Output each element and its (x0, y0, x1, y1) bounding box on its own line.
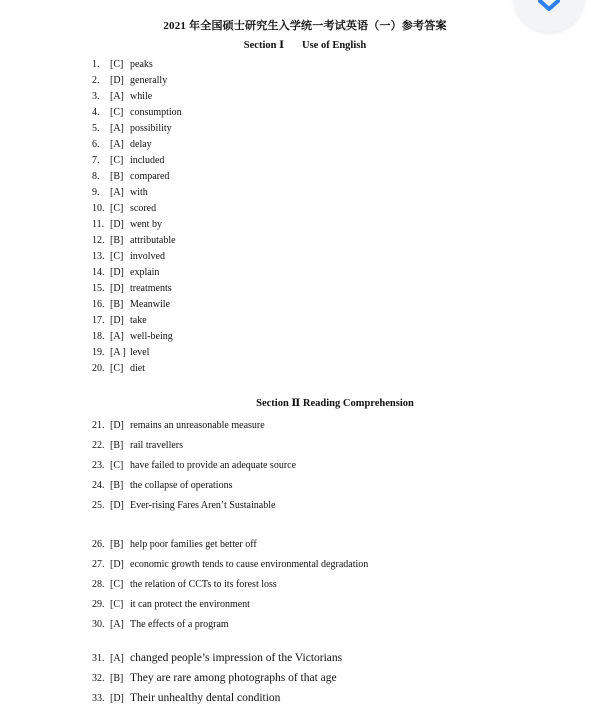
answer-text: treatments (130, 283, 172, 294)
answer-option: [A ] (110, 347, 126, 358)
answer-item (92, 615, 368, 635)
answer-item (92, 329, 182, 345)
answer-option: [A] (110, 619, 124, 630)
answer-text: involved (130, 251, 165, 262)
answer-item (92, 668, 342, 688)
answer-option: [A] (110, 91, 124, 102)
answer-number: 12. (92, 235, 105, 246)
answer-option: [C] (110, 155, 124, 166)
answer-text: with (130, 187, 148, 198)
answer-item (92, 121, 182, 137)
answer-option: [D] (110, 267, 124, 278)
answer-option: [A] (110, 653, 124, 664)
answer-item (92, 436, 296, 456)
answer-option: [D] (110, 500, 124, 511)
answer-text: possibility (130, 123, 172, 134)
answer-item (92, 73, 182, 89)
answer-text: Their unhealthy dental condition (130, 692, 281, 704)
answer-text: compared (130, 171, 170, 182)
section-heading-reading-comprehension: Section Ⅱ Reading Comprehension (256, 398, 414, 409)
answer-item (92, 185, 182, 201)
answer-number: 9. (92, 187, 100, 198)
answer-text: while (130, 91, 153, 102)
answer-item (92, 476, 296, 496)
answer-option: [B] (110, 440, 124, 451)
answer-option: [C] (110, 460, 124, 471)
answer-text: Meanwile (130, 299, 170, 310)
answer-text: the collapse of operations (130, 480, 233, 491)
answer-number: 31. (92, 653, 105, 664)
answer-option: [B] (110, 299, 124, 310)
answer-item (92, 345, 182, 361)
answer-number: 3. (92, 91, 100, 102)
answer-item (92, 297, 182, 313)
answer-number: 17. (92, 315, 105, 326)
answer-number: 28. (92, 579, 105, 590)
answer-text: included (130, 155, 165, 166)
answer-option: [B] (110, 539, 124, 550)
answer-item (92, 153, 182, 169)
answer-number: 33. (92, 693, 105, 704)
answer-item (92, 575, 368, 595)
answer-item (92, 89, 182, 105)
answer-option: [D] (110, 315, 124, 326)
answer-item (92, 105, 182, 121)
answer-item (92, 169, 182, 185)
answer-number: 27. (92, 559, 105, 570)
answer-text: delay (130, 139, 152, 150)
answer-number: 26. (92, 539, 105, 550)
section-label: Section Ⅰ (243, 40, 284, 51)
answer-text: explain (130, 267, 160, 278)
answer-text: changed people’s impression of the Victorians (130, 652, 343, 664)
answer-text: help poor families get better off (130, 539, 257, 550)
answer-number: 30. (92, 619, 105, 630)
answer-text: Ever-rising Fares Aren’t Sustainable (130, 500, 276, 511)
page-title: 2021 年全国硕士研究生入学统一考试英语（一）参考答案 (163, 20, 447, 32)
answer-number: 16. (92, 299, 105, 310)
answer-option: [D] (110, 75, 124, 86)
answer-number: 7. (92, 155, 100, 166)
answer-number: 14. (92, 267, 105, 278)
answer-text: well-being (130, 331, 173, 342)
answer-option: [C] (110, 203, 124, 214)
answer-option: [B] (110, 480, 124, 491)
answer-list-use-of-english (92, 57, 182, 377)
answer-text: level (130, 347, 150, 358)
answer-option: [D] (110, 219, 124, 230)
answer-number: 24. (92, 480, 105, 491)
answer-option: [B] (110, 673, 124, 684)
answer-item (92, 361, 182, 377)
answer-text: The effects of a program (130, 619, 229, 630)
answer-item (92, 416, 296, 436)
answer-text: went by (130, 219, 162, 230)
section-heading-use-of-english (0, 39, 610, 51)
answer-list-reading-text2 (92, 535, 368, 635)
answer-number: 1. (92, 59, 100, 70)
answer-text: economic growth tends to cause environmental degradation (130, 559, 369, 570)
answer-item (92, 57, 182, 73)
answer-number: 20. (92, 363, 105, 374)
answer-number: 18. (92, 331, 105, 342)
answer-number: 6. (92, 139, 100, 150)
answer-option: [A] (110, 139, 124, 150)
answer-option: [D] (110, 559, 124, 570)
answer-number: 25. (92, 500, 105, 511)
answer-number: 4. (92, 107, 100, 118)
answer-item (92, 201, 182, 217)
answer-number: 29. (92, 599, 105, 610)
answer-list-reading-text3 (92, 648, 342, 708)
answer-text: They are rare among photographs of that age (130, 672, 337, 684)
answer-number: 32. (92, 673, 105, 684)
answer-item (92, 496, 296, 516)
answer-item (92, 555, 368, 575)
answer-number: 21. (92, 420, 105, 431)
answer-text: have failed to provide an adequate source (130, 460, 297, 471)
answer-option: [C] (110, 107, 124, 118)
answer-option: [C] (110, 363, 124, 374)
answer-item (92, 249, 182, 265)
answer-option: [C] (110, 59, 124, 70)
answer-text: rail travellers (130, 440, 184, 451)
answer-option: [C] (110, 579, 124, 590)
answer-number: 2. (92, 75, 100, 86)
answer-number: 13. (92, 251, 105, 262)
answer-item (92, 648, 342, 668)
answer-item (92, 137, 182, 153)
answer-item (92, 313, 182, 329)
answer-option: [B] (110, 235, 124, 246)
answer-item (92, 535, 368, 555)
answer-number: 19. (92, 347, 105, 358)
answer-list-reading-text1 (92, 416, 296, 516)
answer-number: 23. (92, 460, 105, 471)
answer-text: remains an unreasonable measure (130, 420, 265, 431)
section-name: Use of English (302, 40, 367, 51)
answer-option: [A] (110, 123, 124, 134)
answer-number: 15. (92, 283, 105, 294)
answer-item (92, 265, 182, 281)
answer-number: 10. (92, 203, 105, 214)
answer-option: [D] (110, 693, 124, 704)
answer-item (92, 281, 182, 297)
answer-number: 22. (92, 440, 105, 451)
answer-text: attributable (130, 235, 176, 246)
answer-text: generally (130, 75, 168, 86)
answer-number: 8. (92, 171, 100, 182)
answer-text: it can protect the environment (130, 599, 250, 610)
answer-text: peaks (130, 59, 153, 70)
answer-option: [A] (110, 331, 124, 342)
chevron-down-icon[interactable] (537, 0, 561, 12)
answer-option: [C] (110, 251, 124, 262)
answer-item (92, 456, 296, 476)
answer-text: scored (130, 203, 157, 214)
answer-option: [C] (110, 599, 124, 610)
answer-text: take (130, 315, 147, 326)
answer-item (92, 233, 182, 249)
answer-item (92, 217, 182, 233)
answer-text: the relation of CCTs to its forest loss (130, 579, 277, 590)
answer-text: consumption (130, 107, 182, 118)
answer-number: 5. (92, 123, 100, 134)
answer-item (92, 688, 342, 708)
answer-number: 11. (92, 219, 105, 230)
answer-option: [B] (110, 171, 124, 182)
answer-option: [D] (110, 420, 124, 431)
answer-option: [A] (110, 187, 124, 198)
answer-option: [D] (110, 283, 124, 294)
answer-item (92, 595, 368, 615)
answer-text: diet (130, 363, 145, 374)
